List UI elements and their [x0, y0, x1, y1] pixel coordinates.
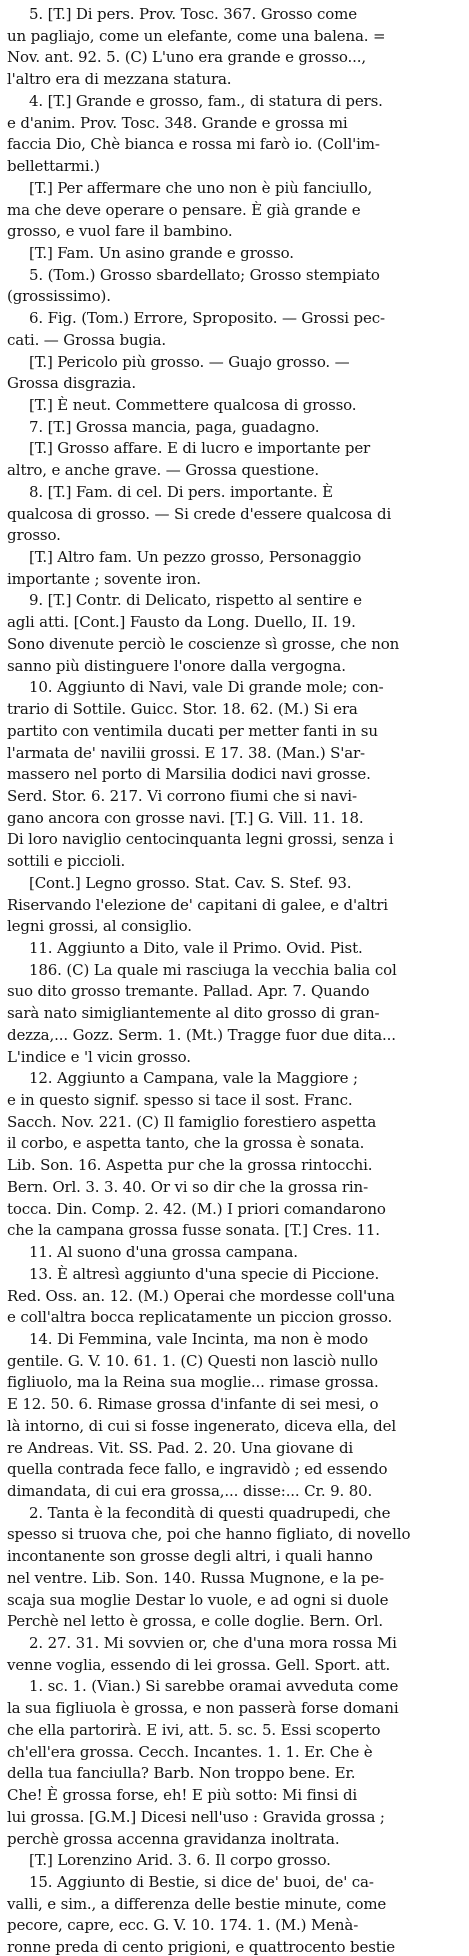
entry-line: [T.] Grosso affare. E di lucro e importante per [29, 439, 371, 458]
entry-line: 5. [T.] Di pers. Prov. Tosc. 367. Grosso come [29, 5, 357, 23]
entry-line: valli, e sim., a differenza delle bestie minute, come [7, 1894, 387, 1913]
entry-line: il corbo, e aspetta tanto, che la grossa è sonata. [7, 1134, 365, 1153]
entry-line: 4. [T.] Grande e grosso, fam., di statura di pers. [29, 91, 383, 110]
entry-line: 7. [T.] Grossa mancia, paga, guadagno. [29, 417, 320, 436]
entry-line: scaja sua moglie Destar lo vuole, e ad ogni si duole [7, 1590, 389, 1609]
entry-line: 2. Tanta è la fecondità di questi quadrupedi, che [29, 1503, 391, 1522]
entry-line: [T.] Per affermare che uno non è più fanciullo, [29, 178, 373, 197]
entry-line: Perchè nel letto è grossa, e colle doglie. Bern. Orl. [7, 1612, 384, 1631]
entry-line: L'indice e 'l vicin grosso. [7, 1047, 191, 1066]
entry-line: dezza,... Gozz. Serm. 1. (Mt.) Tragge fuor due dita... [7, 1025, 396, 1044]
entry-line: sottili e piccioli. [7, 852, 126, 871]
entry-line: 13. È altresì aggiunto d'una specie di Piccione. [29, 1264, 380, 1283]
entry-line: 12. Aggiunto a Campana, vale la Maggiore ; [29, 1069, 358, 1088]
entry-line: Lib. Son. 16. Aspetta pur che la grossa rintocchi. [7, 1156, 373, 1175]
entry-line: spesso si truova che, poi che hanno figliato, di novello [7, 1525, 411, 1544]
entry-line: Serd. Stor. 6. 217. Vi corrono fiumi che si navi- [7, 786, 357, 805]
entry-line: re Andreas. Vit. SS. Pad. 2. 20. Una giovane di [7, 1438, 354, 1457]
entry-line: pecore, capre, ecc. G. V. 10. 174. 1. (M.) Menà- [7, 1916, 359, 1935]
entry-line: venne voglia, essendo di lei grossa. Gell. Sport. att. [7, 1655, 391, 1674]
entry-line: ronne preda di cento prigioni, e quattrocento bestie [7, 1938, 396, 1956]
entry-line: E 12. 50. 6. Rimase grossa d'infante di sei mesi, o [7, 1395, 379, 1414]
entry-line: e d'anim. Prov. Tosc. 348. Grande e grossa mi [7, 113, 348, 132]
entry-line: gano ancora con grosse navi. [T.] G. Vill. 11. 18. [7, 808, 364, 827]
entry-line: ma che deve operare o pensare. È già grande e [7, 200, 361, 219]
entry-line: la sua figliuola è grossa, e non passerà forse domani [7, 1699, 399, 1718]
entry-line: faccia Dio, Chè bianca e rossa mi farò io. (Coll'im- [7, 135, 380, 154]
entry-line: 2. 27. 31. Mi sovvien or, che d'una mora rossa Mi [29, 1634, 397, 1652]
entry-line: grosso, e vuol fare il bambino. [7, 222, 233, 241]
entry-line: [T.] Lorenzino Arid. 3. 6. Il corpo grosso. [29, 1851, 331, 1870]
entry-line: che ella partorirà. E ivi, att. 5. sc. 5. Essi scoperto [7, 1720, 381, 1739]
entry-line: Di loro naviglio centocinquanta legni grossi, senza i [7, 830, 394, 849]
entry-line: qualcosa di grosso. — Si crede d'essere qualcosa di [7, 504, 392, 523]
entry-line: Che! È grossa forse, eh! E più sotto: Mi finsi di [7, 1786, 358, 1804]
entry-line: incontanente son grosse degli altri, i quali hanno [7, 1547, 373, 1566]
entry-line: che la campana grossa fusse sonata. [T.] Cres. 11. [7, 1221, 380, 1240]
entry-line: [T.] È neut. Commettere qualcosa di grosso. [29, 396, 357, 414]
entry-line: 14. Di Femmina, vale Incinta, ma non è modo [29, 1329, 369, 1348]
entry-line: quella contrada fece fallo, e ingravidò ; ed essendo [7, 1460, 388, 1479]
entry-line: dimandata, di cui era grossa,... disse:... Cr. 9. 80. [7, 1482, 373, 1500]
entry-line: perchè grossa accenna gravidanza inoltrata. [7, 1829, 340, 1848]
entry-line: 5. (Tom.) Grosso sbardellato; Grosso stempiato [29, 265, 380, 284]
entry-line: Grossa disgrazia. [7, 374, 136, 393]
entry-line: Nov. ant. 92. 5. (C) L'uno era grande e grosso..., [7, 48, 366, 67]
entry-line: 1. sc. 1. (Vian.) Si sarebbe oramai avveduta come [29, 1677, 399, 1696]
entry-line: e in questo signif. spesso si tace il sost. Franc. [7, 1091, 353, 1109]
entry-line: bellettarmi.) [7, 157, 100, 175]
entry-line: grosso. [7, 526, 61, 545]
entry-line: 186. (C) La quale mi rasciuga la vecchia balia col [29, 960, 397, 979]
entry-line: l'armata de' navilii grossi. E 17. 38. (Man.) S'ar- [7, 743, 365, 762]
entry-line: altro, e anche grave. — Grossa questione. [7, 461, 319, 480]
entry-line: partito con ventimila ducati per metter fanti in su [7, 721, 378, 740]
entry-line: Red. Oss. an. 12. (M.) Operai che mordesse coll'una [7, 1286, 395, 1305]
entry-line: massero nel porto di Marsilia dodici navi grosse. [7, 765, 371, 784]
entry-line: figliuolo, ma la Reina sua moglie... rimase grossa. [7, 1373, 379, 1392]
entry-line: 8. [T.] Fam. di cel. Di pers. importante. È [29, 482, 333, 501]
entry-line: lui grossa. [G.M.] Dicesi nell'uso : Gravida grossa ; [7, 1807, 385, 1826]
entry-line: legni grossi, al consiglio. [7, 917, 192, 936]
entry-line: agli atti. [Cont.] Fausto da Long. Duello, II. 19. [7, 613, 356, 632]
entry-line: [T.] Pericolo più grosso. — Guajo grosso. — [29, 352, 350, 371]
entry-line: Bern. Orl. 3. 3. 40. Or vi so dir che la grossa rin- [7, 1177, 368, 1196]
entry-line: [T.] Fam. Un asino grande e grosso. [29, 243, 294, 262]
entry-line: importante ; sovente iron. [7, 569, 201, 588]
entry-line: 9. [T.] Contr. di Delicato, rispetto al sentire e [29, 591, 362, 610]
entry-line: 10. Aggiunto di Navi, vale Di grande mole; con- [29, 678, 384, 697]
entry-line: 15. Aggiunto di Bestie, si dice de' buoi, de' ca- [29, 1872, 374, 1891]
entry-line: [Cont.] Legno grosso. Stat. Cav. S. Stef. 93. [29, 873, 352, 892]
entry-line: tocca. Din. Comp. 2. 42. (M.) I priori comandarono [7, 1199, 386, 1218]
entry-line: della tua fanciulla? Barb. Non troppo bene. Er. [7, 1764, 356, 1783]
entry-line: cati. — Grossa bugia. [7, 330, 166, 349]
entry-line: 11. Al suono d'una grossa campana. [29, 1243, 298, 1261]
entry-line: (grossissimo). [7, 287, 111, 306]
entry-line: là intorno, di cui si fosse ingenerato, diceva ella, del [7, 1416, 396, 1435]
entry-line: 11. Aggiunto a Dito, vale il Primo. Ovid. Pist. [29, 939, 363, 957]
entry-line: ch'ell'era grossa. Cecch. Incantes. 1. 1. Er. Che è [7, 1742, 373, 1761]
entry-line: sanno più distinguere l'onore dalla vergogna. [7, 656, 346, 675]
entry-line: suo dito grosso tremante. Pallad. Apr. 7. Quando [7, 982, 370, 1001]
entry-line: nel ventre. Lib. Son. 140. Russa Mugnone, e la pe- [7, 1568, 384, 1587]
entry-line: Riservando l'elezione de' capitani di galee, e d'altri [7, 895, 388, 914]
entry-line: [T.] Altro fam. Un pezzo grosso, Personaggio [29, 548, 362, 566]
entry-line: gentile. G. V. 10. 61. 1. (C) Questi non lasciò nullo [7, 1351, 378, 1370]
entry-line: e coll'altra bocca replicatamente un piccion grosso. [7, 1308, 393, 1327]
entry-line: sarà nato simigliantemente al dito grosso di gran- [7, 1004, 380, 1023]
entry-line: un pagliajo, come un elefante, come una balena. = [7, 26, 386, 45]
entry-line: trario di Sottile. Guicc. Stor. 18. 62. (M.) Si era [7, 700, 358, 718]
entry-line: 6. Fig. (Tom.) Errore, Sproposito. — Grossi pec- [29, 309, 385, 328]
entry-line: l'altro era di mezzana statura. [7, 70, 232, 89]
entry-line: Sacch. Nov. 221. (C) Il famiglio forestiero aspetta [7, 1112, 377, 1131]
entry-line: Sono divenute perciò le coscienze sì grosse, che non [7, 634, 400, 653]
